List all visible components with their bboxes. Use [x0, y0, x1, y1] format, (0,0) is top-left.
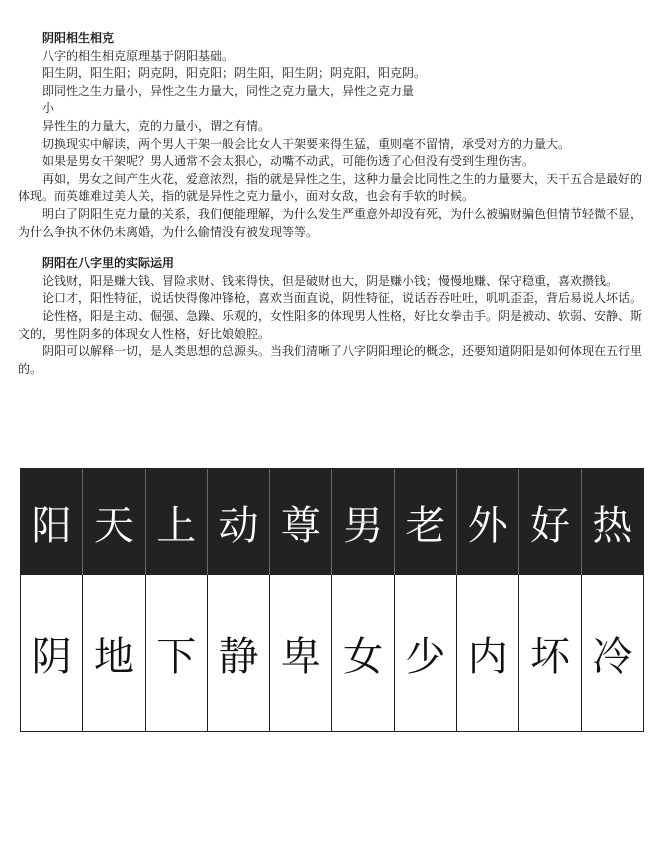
yin-cell: 地: [83, 575, 145, 731]
yin-cell: 阴: [21, 575, 83, 731]
yin-cell: 下: [146, 575, 208, 731]
yin-cell: 卑: [270, 575, 332, 731]
yang-cell: 外: [457, 469, 519, 575]
paragraph: 即同性之生力量小，异性之生力量大，同性之克力量大，异性之克力量: [42, 83, 415, 98]
yang-row: [21, 469, 643, 575]
paragraph: 八字的相生相克原理基于阴阳基础。: [42, 48, 235, 63]
yin-cell: 坏: [519, 575, 581, 731]
yin-cell: 内: [457, 575, 519, 731]
yinyang-pairs-table: [20, 468, 644, 732]
section-title-yinyang-generation: 阴阳相生相克: [42, 31, 115, 45]
paragraph: 切换现实中解读，两个男人干架一般会比女人干架要来得生猛，重则毫不留情，承受对方的力量大。: [42, 136, 571, 151]
yin-row: [21, 575, 643, 731]
paragraph: 阳生阴，阳生阳；阴克阴，阳克阳；阴生阳，阳生阴；阴克阳，阳克阴。: [42, 66, 427, 81]
yang-cell: 天: [83, 469, 145, 575]
yang-cell: 上: [146, 469, 208, 575]
yin-cell: 静: [208, 575, 270, 731]
yang-cell: 男: [332, 469, 394, 575]
paragraph: 阴阳可以解释一切，是人类思想的总源头。当我们清晰了八字阴阳理论的概念，还要知道阴阳是如何体现在五行里的。: [18, 344, 643, 376]
yang-cell: 老: [395, 469, 457, 575]
paragraph: 论钱财，阳是赚大钱、冒险求财、钱来得快，但是破财也大，阴是赚小钱；慢慢地赚、保守稳重，喜欢攒钱。: [42, 273, 619, 288]
article-body: [18, 30, 650, 378]
paragraph: 论口才，阳性特征，说话快得像冲锋枪，喜欢当面直说，阴性特征，说话吞吞吐吐，叽叽歪歪，背后易说人坏话。: [42, 291, 643, 306]
yang-cell: 阳: [21, 469, 83, 575]
paragraph: 再如，男女之间产生火花，爱意浓烈，指的就是异性之生，这种力量会比同性之生的力量要大，天干五合是最好的体现。而英雄难过美人关，指的就是异性之克力量小，面对女敌，也会有手软的时候。: [18, 171, 643, 204]
yang-cell: 尊: [270, 469, 332, 575]
paragraph: 小: [42, 101, 55, 116]
paragraph: 明白了阴阳生克力量的关系，我们便能理解，为什么发生严重意外却没有死，为什么被骗财骗色但情节轻微不显，为什么争执不休仍未离婚，为什么偷情没有被发现等等。: [18, 206, 643, 239]
yang-cell: 动: [208, 469, 270, 575]
yin-cell: 少: [395, 575, 457, 731]
yang-cell: 热: [592, 502, 633, 549]
yin-cell: 女: [332, 575, 394, 731]
paragraph: 如果是男女干架呢？男人通常不会太狠心，动嘴不动武，可能伤透了心但没有受到生理伤害。: [42, 154, 535, 169]
yin-cell: 冷: [592, 633, 633, 680]
paragraph: 异性生的力量大，克的力量小，谓之有情。: [42, 118, 271, 133]
paragraph: 论性格，阳是主动、倔强、急躁、乐观的，女性阳多的体现男人性格，好比女拳击手。阴是被动、软弱、安静、斯文的，男性阴多的体现女人性格，好比娘娘腔。: [18, 308, 643, 341]
yang-cell: 好: [519, 469, 581, 575]
section-title-yinyang-application: 阴阳在八字里的实际运用: [42, 256, 175, 271]
